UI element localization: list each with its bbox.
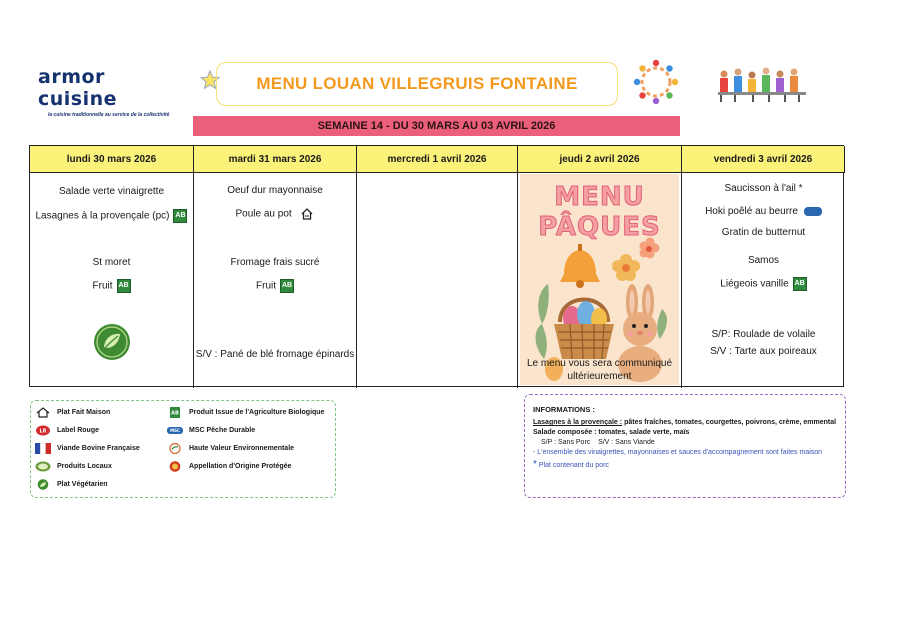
- menu-item: S/V : Tarte aux poireaux: [710, 346, 817, 357]
- organic-ab-icon: AB: [173, 209, 187, 223]
- menu-item: Samos: [747, 255, 780, 266]
- day-cell-thursday: [518, 173, 682, 388]
- organic-ab-icon: AB: [117, 279, 131, 293]
- legend-item: Plat Fait Maison: [35, 407, 110, 418]
- brand-name: armor cuisine: [38, 66, 118, 110]
- legend-box: [30, 400, 336, 498]
- day-header-tuesday: mardi 31 mars 2026: [194, 146, 357, 173]
- info-box: [524, 394, 846, 498]
- legend-item: Plat Végétarien: [35, 479, 108, 490]
- organic-ab-icon: AB: [280, 279, 294, 293]
- svg-text:MSC: MSC: [170, 428, 180, 434]
- aop-icon: [167, 461, 183, 472]
- msc-fish-icon: [167, 425, 183, 436]
- menu-item: Gratin de butternut: [721, 227, 806, 238]
- day-cell-wednesday: [357, 173, 518, 388]
- day-header-friday: vendredi 3 avril 2026: [682, 146, 845, 173]
- info-salade: Salade composée : tomates, salade verte, maïs: [533, 429, 690, 436]
- local-products-icon: [35, 461, 51, 472]
- info-vinaigrettes: - L'ensemble des vinaigrettes, mayonnaises et sauces d'accompagnement sont faites maison: [533, 449, 823, 456]
- french-beef-icon: [35, 443, 51, 454]
- info-abbrev: S/P : Sans Porc S/V : Sans Viande: [541, 439, 655, 446]
- legend-item: Viande Bovine Française: [35, 443, 140, 454]
- menu-item: Saucisson à l'ail *: [724, 183, 803, 194]
- menu-item: S/V : Pané de blé fromage épinards: [195, 349, 355, 360]
- day-header-wednesday: mercredi 1 avril 2026: [357, 146, 518, 173]
- easter-note: Le menu vous sera communiqué ultérieurement: [526, 358, 673, 382]
- brand-tagline: la cuisine traditionnelle au service de la collectivité: [48, 112, 170, 118]
- kids-row-icon: [716, 62, 808, 104]
- day-header-monday: lundi 30 mars 2026: [30, 146, 194, 173]
- homemade-house-icon: [35, 407, 51, 418]
- easter-title-menu: MENU: [554, 182, 645, 212]
- kids-circle-icon: [632, 58, 680, 106]
- svg-text:LR: LR: [39, 428, 47, 435]
- asterisk-icon: *: [533, 459, 537, 470]
- menu-item: Poule au pot: [194, 207, 356, 221]
- info-title: INFORMATIONS :: [533, 405, 595, 414]
- legend-item: LR Label Rouge: [35, 425, 99, 436]
- menu-item: Fruit AB: [92, 280, 129, 292]
- menu-item: Fromage frais sucré: [230, 257, 320, 268]
- week-label: SEMAINE 14 - DU 30 MARS AU 03 AVRIL 2026: [317, 120, 556, 132]
- day-header-thursday: jeudi 2 avril 2026: [518, 146, 682, 173]
- legend-item: Produits Locaux: [35, 461, 112, 472]
- legend-item: Haute Valeur Environnementale: [167, 443, 294, 454]
- menu-table: [29, 145, 844, 387]
- menu-item: St moret: [92, 257, 131, 268]
- day-cell-tuesday: [194, 173, 357, 388]
- label-rouge-icon: [35, 425, 51, 436]
- day-cell-friday: [682, 173, 845, 388]
- menu-item: Fruit AB: [256, 280, 293, 292]
- menu-item: Lasagnes à la provençale (pc) AB: [35, 210, 186, 222]
- menu-item: Liégeois vanille AB: [720, 278, 805, 290]
- msc-fish-icon: [804, 207, 822, 216]
- vegetarian-dish-icon: [93, 323, 131, 361]
- organic-ab-icon: [167, 407, 183, 418]
- info-lasagnes: Lasagnes à la provençale : pâtes fraîches, tomates, courgettes, poivrons, crème, emmental: [533, 419, 837, 426]
- svg-text:AB: AB: [171, 410, 179, 417]
- legend-item: Appellation d'Origine Protégée: [167, 461, 291, 472]
- menu-item: Salade verte vinaigrette: [58, 186, 165, 197]
- brand-logo: [38, 66, 188, 118]
- menu-item: Hoki poêlé au beurre: [682, 206, 845, 217]
- title-box: [216, 62, 618, 106]
- hve-icon: [167, 443, 183, 454]
- menu-item: S/P: Roulade de volaile: [711, 329, 816, 340]
- menu-item: Oeuf dur mayonnaise: [227, 185, 323, 196]
- easter-poster: [520, 174, 679, 385]
- vegetarian-dish-icon: [35, 479, 51, 490]
- homemade-house-icon: [300, 207, 314, 221]
- week-banner: [193, 116, 680, 136]
- day-cell-monday: [30, 173, 194, 388]
- organic-ab-icon: AB: [793, 277, 807, 291]
- page-title: MENU LOUAN VILLEGRUIS FONTAINE: [256, 74, 578, 93]
- easter-title-paques: PÂQUES: [538, 212, 661, 242]
- info-star-note: * Plat contenant du porc: [533, 459, 609, 470]
- legend-item: AB Produit Issue de l'Agriculture Biologique: [167, 407, 324, 418]
- legend-item: MSC MSC Pêche Durable: [167, 425, 255, 436]
